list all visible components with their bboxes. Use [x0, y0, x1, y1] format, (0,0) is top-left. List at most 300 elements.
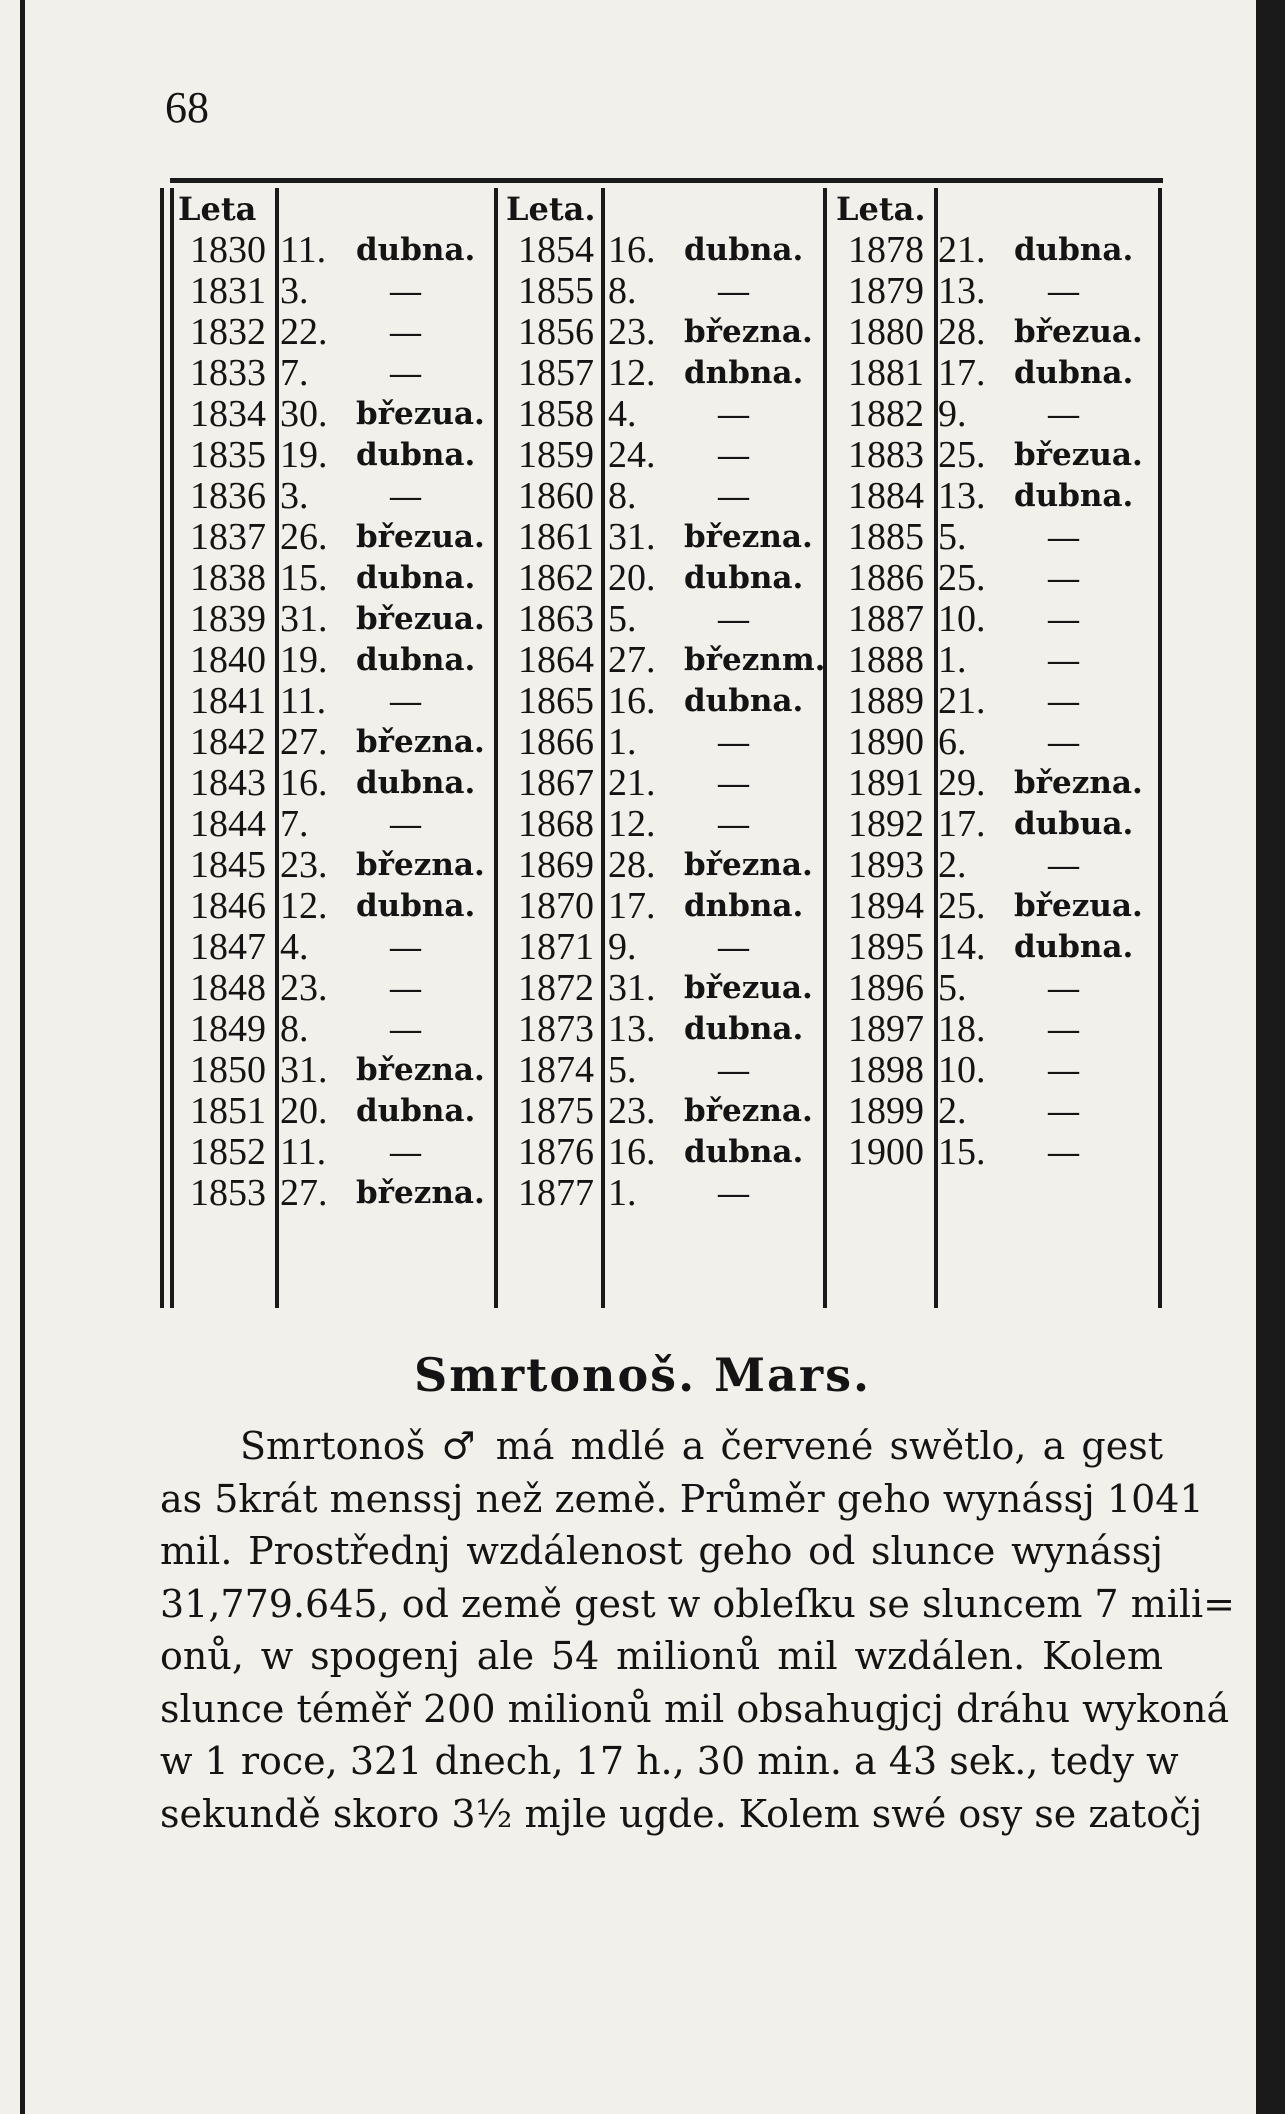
- month-cell: března.: [356, 723, 485, 760]
- day-cell: 1.: [608, 720, 637, 763]
- day-cell: 20.: [608, 556, 656, 599]
- month-cell: —: [1048, 518, 1079, 554]
- year-cell: 1866: [518, 720, 594, 763]
- month-cell: dubna.: [684, 231, 804, 268]
- day-cell: 25.: [938, 884, 986, 927]
- year-cell: 1900: [848, 1130, 924, 1173]
- year-cell: 1896: [848, 966, 924, 1009]
- table-row: [828, 639, 1158, 680]
- month-cell: —: [390, 1133, 421, 1169]
- year-cell: 1872: [518, 966, 594, 1009]
- paragraph-line: sekundě skoro 3½ mjle ugde. Kolem swé osy se zatočj: [160, 1791, 1203, 1836]
- year-cell: 1852: [190, 1130, 266, 1173]
- table-rule: [160, 188, 164, 1308]
- day-cell: 21.: [608, 761, 656, 804]
- day-cell: 16.: [608, 1130, 656, 1173]
- year-cell: 1888: [848, 638, 924, 681]
- month-cell: —: [1048, 1133, 1079, 1169]
- year-cell: 1835: [190, 433, 266, 476]
- easter-dates-table: [160, 178, 1163, 1308]
- day-cell: 16.: [608, 228, 656, 271]
- table-row: [170, 762, 500, 803]
- day-cell: 17.: [608, 884, 656, 927]
- day-cell: 19.: [280, 433, 328, 476]
- month-cell: —: [390, 805, 421, 841]
- year-cell: 1889: [848, 679, 924, 722]
- table-row: [498, 475, 828, 516]
- day-cell: 31.: [608, 966, 656, 1009]
- month-cell: —: [718, 477, 749, 513]
- table-row: [828, 475, 1158, 516]
- day-cell: 14.: [938, 925, 986, 968]
- column-header: Leta.: [506, 189, 596, 228]
- year-cell: 1894: [848, 884, 924, 927]
- page-number: 68: [165, 83, 209, 132]
- month-cell: —: [1048, 395, 1079, 431]
- day-cell: 27.: [280, 720, 328, 763]
- table-row: [170, 967, 500, 1008]
- table-row: [170, 393, 500, 434]
- table-row: [498, 844, 828, 885]
- day-cell: 1.: [938, 638, 967, 681]
- month-cell: —: [1048, 272, 1079, 308]
- paragraph-line: 31,779.645, od země gest w obleſku se sluncem 7 mili=: [160, 1581, 1236, 1626]
- table-row: [498, 393, 828, 434]
- month-cell: dubna.: [1014, 477, 1134, 514]
- day-cell: 1.: [608, 1171, 637, 1214]
- day-cell: 12.: [608, 351, 656, 394]
- year-cell: 1899: [848, 1089, 924, 1132]
- year-cell: 1862: [518, 556, 594, 599]
- table-row: [170, 229, 500, 270]
- table-row: [828, 926, 1158, 967]
- month-cell: dubna.: [356, 887, 476, 924]
- year-cell: 1871: [518, 925, 594, 968]
- day-cell: 28.: [608, 843, 656, 886]
- table-row: [170, 1049, 500, 1090]
- year-cell: 1880: [848, 310, 924, 353]
- table-row: [498, 434, 828, 475]
- table-row: [170, 844, 500, 885]
- day-cell: 30.: [280, 392, 328, 435]
- month-cell: —: [718, 395, 749, 431]
- table-row: [498, 516, 828, 557]
- table-row: [498, 598, 828, 639]
- month-cell: dubna.: [684, 682, 804, 719]
- table-row: [498, 885, 828, 926]
- year-cell: 1845: [190, 843, 266, 886]
- year-cell: 1833: [190, 351, 266, 394]
- day-cell: 17.: [938, 802, 986, 845]
- table-row: [498, 1049, 828, 1090]
- day-cell: 28.: [938, 310, 986, 353]
- year-cell: 1859: [518, 433, 594, 476]
- month-cell: března.: [1014, 764, 1143, 801]
- year-cell: 1885: [848, 515, 924, 558]
- table-row: [498, 229, 828, 270]
- year-cell: 1876: [518, 1130, 594, 1173]
- table-row: [828, 1008, 1158, 1049]
- year-cell: 1870: [518, 884, 594, 927]
- table-row: [828, 1049, 1158, 1090]
- table-row: [828, 393, 1158, 434]
- year-cell: 1851: [190, 1089, 266, 1132]
- table-rule: [1158, 188, 1162, 1308]
- day-cell: 27.: [280, 1171, 328, 1214]
- day-cell: 2.: [938, 1089, 967, 1132]
- table-row: [170, 311, 500, 352]
- year-cell: 1837: [190, 515, 266, 558]
- table-row: [498, 270, 828, 311]
- year-cell: 1847: [190, 925, 266, 968]
- year-cell: 1873: [518, 1007, 594, 1050]
- year-cell: 1877: [518, 1171, 594, 1214]
- day-cell: 16.: [608, 679, 656, 722]
- month-cell: březnm.: [684, 641, 826, 678]
- day-cell: 29.: [938, 761, 986, 804]
- month-cell: dubna.: [356, 436, 476, 473]
- month-cell: —: [390, 682, 421, 718]
- month-cell: —: [718, 805, 749, 841]
- page-left-edge: [20, 0, 25, 2114]
- day-cell: 13.: [938, 269, 986, 312]
- table-row: [828, 844, 1158, 885]
- day-cell: 23.: [608, 1089, 656, 1132]
- year-cell: 1890: [848, 720, 924, 763]
- day-cell: 18.: [938, 1007, 986, 1050]
- year-cell: 1893: [848, 843, 924, 886]
- month-cell: dubna.: [1014, 231, 1134, 268]
- table-row: [170, 926, 500, 967]
- day-cell: 8.: [280, 1007, 309, 1050]
- month-cell: —: [718, 928, 749, 964]
- month-cell: —: [1048, 641, 1079, 677]
- table-row: [828, 967, 1158, 1008]
- month-cell: —: [1048, 723, 1079, 759]
- table-row: [828, 1090, 1158, 1131]
- month-cell: dubua.: [1014, 805, 1134, 842]
- table-row: [828, 516, 1158, 557]
- year-cell: 1868: [518, 802, 594, 845]
- month-cell: —: [390, 313, 421, 349]
- day-cell: 3.: [280, 474, 309, 517]
- month-cell: březua.: [1014, 313, 1143, 350]
- paragraph-line: Smrtonoš ♂ má mdlé a červené swětlo, a gest: [240, 1424, 1163, 1468]
- table-row: [498, 639, 828, 680]
- table-row: [498, 680, 828, 721]
- table-row: [828, 1131, 1158, 1172]
- table-row: [170, 885, 500, 926]
- table-column-group: [828, 188, 1158, 1172]
- day-cell: 6.: [938, 720, 967, 763]
- table-row: [498, 926, 828, 967]
- month-cell: března.: [684, 313, 813, 350]
- year-cell: 1855: [518, 269, 594, 312]
- year-cell: 1881: [848, 351, 924, 394]
- month-cell: březua.: [356, 518, 485, 555]
- month-cell: —: [390, 477, 421, 513]
- table-row: [170, 516, 500, 557]
- year-cell: 1832: [190, 310, 266, 353]
- year-cell: 1834: [190, 392, 266, 435]
- table-column-group: [498, 188, 828, 1213]
- table-row: [828, 762, 1158, 803]
- month-cell: dubna.: [684, 1010, 804, 1047]
- day-cell: 11.: [280, 228, 327, 271]
- day-cell: 21.: [938, 679, 986, 722]
- day-cell: 19.: [280, 638, 328, 681]
- year-cell: 1895: [848, 925, 924, 968]
- table-row: [828, 885, 1158, 926]
- day-cell: 31.: [280, 597, 328, 640]
- day-cell: 25.: [938, 556, 986, 599]
- table-row: [170, 352, 500, 393]
- month-cell: dubna.: [1014, 928, 1134, 965]
- year-cell: 1860: [518, 474, 594, 517]
- day-cell: 10.: [938, 597, 986, 640]
- year-cell: 1856: [518, 310, 594, 353]
- day-cell: 17.: [938, 351, 986, 394]
- table-row: [828, 434, 1158, 475]
- month-cell: —: [390, 272, 421, 308]
- day-cell: 4.: [280, 925, 309, 968]
- day-cell: 11.: [280, 679, 327, 722]
- month-cell: března.: [356, 1051, 485, 1088]
- month-cell: —: [390, 1010, 421, 1046]
- paragraph-line: slunce téměř 200 milionů mil obsahugjcj dráhu wykoná: [160, 1686, 1230, 1731]
- day-cell: 12.: [280, 884, 328, 927]
- day-cell: 7.: [280, 351, 309, 394]
- table-row: [170, 680, 500, 721]
- day-cell: 21.: [938, 228, 986, 271]
- month-cell: března.: [356, 846, 485, 883]
- paragraph-line: onů, w spogenj ale 54 milionů mil wzdálen. Kolem: [160, 1634, 1163, 1678]
- year-cell: 1863: [518, 597, 594, 640]
- day-cell: 8.: [608, 269, 637, 312]
- month-cell: —: [1048, 600, 1079, 636]
- day-cell: 13.: [938, 474, 986, 517]
- day-cell: 13.: [608, 1007, 656, 1050]
- day-cell: 26.: [280, 515, 328, 558]
- day-cell: 15.: [280, 556, 328, 599]
- year-cell: 1849: [190, 1007, 266, 1050]
- month-cell: března.: [684, 1092, 813, 1129]
- table-row: [828, 229, 1158, 270]
- year-cell: 1842: [190, 720, 266, 763]
- day-cell: 12.: [608, 802, 656, 845]
- year-cell: 1875: [518, 1089, 594, 1132]
- day-cell: 16.: [280, 761, 328, 804]
- table-row: [170, 1008, 500, 1049]
- month-cell: březua.: [356, 600, 485, 637]
- month-cell: —: [718, 272, 749, 308]
- year-cell: 1867: [518, 761, 594, 804]
- day-cell: 9.: [608, 925, 637, 968]
- year-cell: 1898: [848, 1048, 924, 1091]
- table-row: [498, 352, 828, 393]
- year-cell: 1882: [848, 392, 924, 435]
- month-cell: dubna.: [356, 1092, 476, 1129]
- month-cell: —: [718, 764, 749, 800]
- day-cell: 23.: [280, 843, 328, 886]
- year-cell: 1897: [848, 1007, 924, 1050]
- table-row: [498, 1131, 828, 1172]
- month-cell: dubna.: [356, 764, 476, 801]
- table-row: [828, 721, 1158, 762]
- month-cell: března.: [684, 518, 813, 555]
- month-cell: březua.: [1014, 436, 1143, 473]
- table-row: [170, 475, 500, 516]
- month-cell: —: [718, 600, 749, 636]
- table-row: [498, 721, 828, 762]
- month-cell: dubna.: [356, 641, 476, 678]
- month-cell: —: [390, 928, 421, 964]
- month-cell: březua.: [356, 395, 485, 432]
- day-cell: 5.: [938, 966, 967, 1009]
- day-cell: 5.: [608, 1048, 637, 1091]
- year-cell: 1869: [518, 843, 594, 886]
- year-cell: 1858: [518, 392, 594, 435]
- year-cell: 1865: [518, 679, 594, 722]
- table-row: [170, 434, 500, 475]
- day-cell: 23.: [280, 966, 328, 1009]
- year-cell: 1854: [518, 228, 594, 271]
- year-cell: 1836: [190, 474, 266, 517]
- month-cell: —: [1048, 969, 1079, 1005]
- day-cell: 23.: [608, 310, 656, 353]
- year-cell: 1841: [190, 679, 266, 722]
- year-cell: 1846: [190, 884, 266, 927]
- year-cell: 1861: [518, 515, 594, 558]
- year-cell: 1887: [848, 597, 924, 640]
- month-cell: dubna.: [684, 1133, 804, 1170]
- paragraph-line: as 5krát menssj než země. Průměr geho wynássj 1041: [160, 1476, 1204, 1521]
- month-cell: dnbna.: [684, 887, 804, 924]
- table-row: [828, 803, 1158, 844]
- year-cell: 1838: [190, 556, 266, 599]
- month-cell: —: [1048, 846, 1079, 882]
- year-cell: 1886: [848, 556, 924, 599]
- section-heading: Smrtonoš. Mars.: [414, 1348, 871, 1402]
- column-header: Leta: [178, 189, 257, 228]
- day-cell: 24.: [608, 433, 656, 476]
- day-cell: 22.: [280, 310, 328, 353]
- year-cell: 1830: [190, 228, 266, 271]
- month-cell: —: [1048, 559, 1079, 595]
- year-cell: 1884: [848, 474, 924, 517]
- year-cell: 1879: [848, 269, 924, 312]
- month-cell: —: [390, 969, 421, 1005]
- table-row: [828, 270, 1158, 311]
- day-cell: 8.: [608, 474, 637, 517]
- day-cell: 31.: [608, 515, 656, 558]
- table-row: [170, 598, 500, 639]
- year-cell: 1857: [518, 351, 594, 394]
- year-cell: 1843: [190, 761, 266, 804]
- day-cell: 15.: [938, 1130, 986, 1173]
- month-cell: dnbna.: [684, 354, 804, 391]
- year-cell: 1853: [190, 1171, 266, 1214]
- year-cell: 1840: [190, 638, 266, 681]
- month-cell: —: [1048, 1051, 1079, 1087]
- table-row: [498, 557, 828, 598]
- table-row: [498, 1090, 828, 1131]
- month-cell: března.: [356, 1174, 485, 1211]
- table-row: [828, 680, 1158, 721]
- table-row: [170, 721, 500, 762]
- table-row: [170, 270, 500, 311]
- column-header: Leta.: [836, 189, 926, 228]
- year-cell: 1839: [190, 597, 266, 640]
- month-cell: —: [1048, 682, 1079, 718]
- day-cell: 20.: [280, 1089, 328, 1132]
- month-cell: —: [1048, 1010, 1079, 1046]
- month-cell: —: [718, 723, 749, 759]
- table-row: [498, 1172, 828, 1213]
- table-row: [498, 762, 828, 803]
- table-row: [170, 557, 500, 598]
- table-row: [170, 1090, 500, 1131]
- year-cell: 1864: [518, 638, 594, 681]
- day-cell: 3.: [280, 269, 309, 312]
- paragraph-line: mil. Prostřednj wzdálenost geho od slunce wynássj: [160, 1529, 1163, 1573]
- table-column-group: [170, 188, 500, 1213]
- day-cell: 4.: [608, 392, 637, 435]
- table-row: [498, 1008, 828, 1049]
- body-paragraph: [160, 1420, 1236, 1840]
- day-cell: 27.: [608, 638, 656, 681]
- month-cell: —: [1048, 1092, 1079, 1128]
- day-cell: 10.: [938, 1048, 986, 1091]
- year-cell: 1892: [848, 802, 924, 845]
- year-cell: 1831: [190, 269, 266, 312]
- table-row: [828, 598, 1158, 639]
- day-cell: 5.: [938, 515, 967, 558]
- day-cell: 25.: [938, 433, 986, 476]
- day-cell: 2.: [938, 843, 967, 886]
- paragraph-line: w 1 roce, 321 dnech, 17 h., 30 min. a 43 sek., tedy w: [160, 1739, 1179, 1783]
- table-row: [170, 803, 500, 844]
- table-row: [828, 557, 1158, 598]
- table-row: [170, 639, 500, 680]
- month-cell: —: [718, 1051, 749, 1087]
- table-row: [828, 311, 1158, 352]
- month-cell: dubna.: [356, 559, 476, 596]
- day-cell: 31.: [280, 1048, 328, 1091]
- table-row: [170, 1131, 500, 1172]
- month-cell: —: [718, 436, 749, 472]
- year-cell: 1850: [190, 1048, 266, 1091]
- page-right-edge: [1256, 0, 1285, 2114]
- day-cell: 9.: [938, 392, 967, 435]
- year-cell: 1844: [190, 802, 266, 845]
- month-cell: —: [390, 354, 421, 390]
- table-row: [498, 803, 828, 844]
- month-cell: —: [718, 1174, 749, 1210]
- year-cell: 1848: [190, 966, 266, 1009]
- day-cell: 7.: [280, 802, 309, 845]
- table-top-rule: [170, 178, 1163, 183]
- table-row: [498, 967, 828, 1008]
- day-cell: 11.: [280, 1130, 327, 1173]
- month-cell: března.: [684, 846, 813, 883]
- table-row: [828, 352, 1158, 393]
- table-row: [170, 1172, 500, 1213]
- month-cell: březua.: [1014, 887, 1143, 924]
- year-cell: 1883: [848, 433, 924, 476]
- year-cell: 1878: [848, 228, 924, 271]
- month-cell: dubna.: [1014, 354, 1134, 391]
